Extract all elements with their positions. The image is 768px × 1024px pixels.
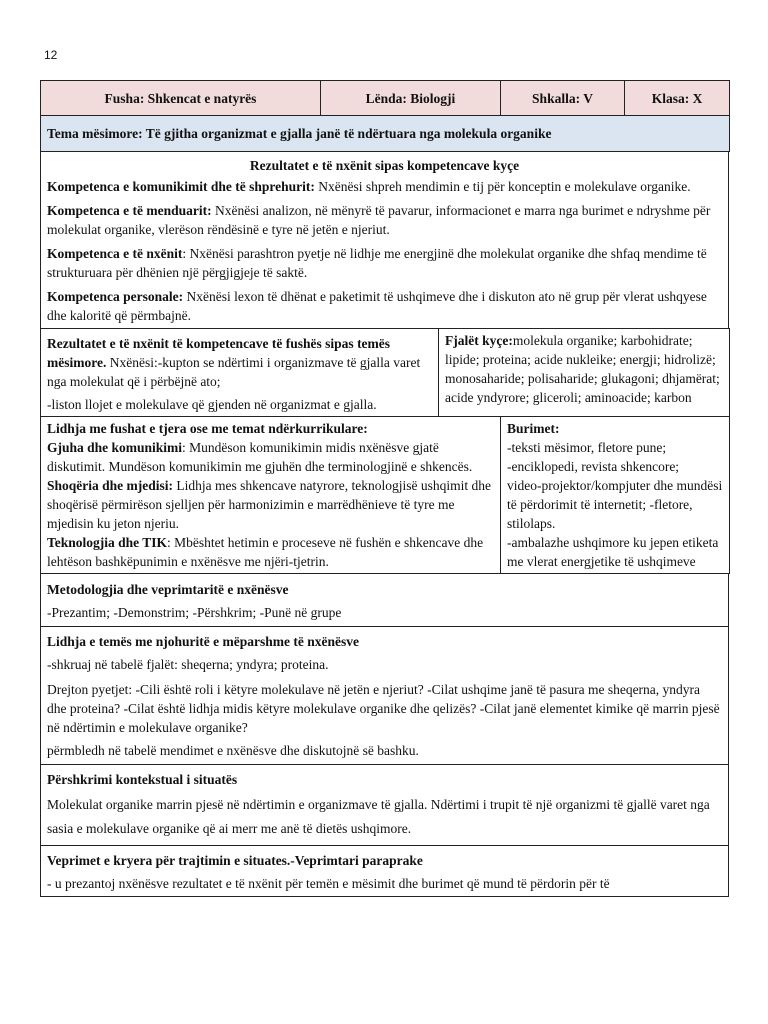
connection-technology: Teknologjia dhe TIK: Mbështet hetimin e proceseve në fushën e shkencave dhe lehtëson bashkëpunimin e nxënësve me njëri-tjetrin. [47, 535, 484, 569]
competence-learning: Kompetenca e të nxënit: Nxënësi parashtron pyetje në lidhje me energjinë dhe molekulat organike dhe shfaq mendime të strukturuara për dhënien një përgjigjeje të saktë. [47, 246, 707, 280]
connection-society: Shoqëria dhe mjedisi: Lidhja mes shkencave natyrore, teknologjisë ushqimit dhe shoqërisë përmirëson sjelljen për harmonizimin e marrëdhënieve të tyre me mjedisin ku jeton njeriu. [47, 478, 491, 531]
competence-thinking: Kompetenca e të menduarit: Nxënësi analizon, në mënyrë të pavarur, informacionet e marra nga burimet e ndryshme për molekulat organike, vlerëson rëndësinë e tyre në jetën e njeriut. [47, 203, 711, 237]
field-outcomes-list: -liston llojet e molekulave që gjenden në organizmat e gjalla. [47, 397, 377, 412]
resource-item: -enciklopedi, revista shkencore; [507, 459, 680, 474]
field-outcomes-cell [41, 329, 439, 417]
prior-knowledge-cell [41, 627, 729, 765]
resources-cell [501, 417, 730, 574]
actions-cell [41, 846, 729, 897]
prior-knowledge-line: -shkruaj në tabelë fjalët: sheqerna; yndyra; proteina. [47, 657, 329, 672]
header-row [41, 81, 730, 116]
connections-resources-table [40, 416, 730, 574]
topic-row [41, 116, 730, 152]
actions-text: - u prezantoj nxënësve rezultatet e të nxënit për temën e mësimit dhe burimet që mund të përdorin për të [47, 876, 610, 891]
key-competences-table [40, 151, 729, 329]
resource-item: -ambalazhe ushqimore ku jepen etiketa me vlerat energjetike të ushqimeve [507, 535, 719, 569]
connection-language: Gjuha dhe komunikimi: Mundëson komunikimin midis nxënësve gjatë diskutimit. Mundëson komunikimin me gjuhën dhe terminologjinë e shkencës. [47, 440, 473, 474]
details-table [40, 573, 729, 897]
context-cell [41, 765, 729, 846]
competence-personal: Kompetenca personale: Nxënësi lexon të dhënat e paketimit të ushqimeve dhe i diskuton ato në grup për vlerat ushqyese dhe kaloritë që përmbajnë. [47, 289, 707, 323]
keywords-cell [439, 329, 730, 417]
outcomes-keywords-table [40, 328, 730, 417]
resource-item: video-projektor/kompjuter dhe mundësi të përdorimit të internetit; -fletore, stilolaps. [507, 478, 723, 531]
methodology-text: -Prezantim; -Demonstrim; -Përshkrim; -Punë në grupe [47, 605, 342, 620]
context-title: Përshkrimi kontekstual i situatës [47, 772, 238, 787]
prior-knowledge-summary: përmbledh në tabelë mendimet e nxënësve dhe diskutojnë së bashku. [47, 743, 419, 758]
actions-title: Veprimet e kryera për trajtimin e situates.-Veprimtari paraprake [47, 853, 423, 868]
header-table [40, 80, 730, 152]
field-cell: Fusha: Shkencat e natyrës [41, 81, 321, 116]
competence-communication: Kompetenca e komunikimit dhe të shprehurit: Nxënësi shpreh mendimin e tij për konceptin e molekulave organike. [47, 179, 691, 194]
prior-knowledge-title: Lidhja e temës me njohuritë e mëparshme të nxënësve [47, 634, 359, 649]
context-text: Molekulat organike marrin pjesë në ndërtimin e organizmave të gjalla. Ndërtimi i trupit të një organizmi të gjallë varet nga sasia e molekulave organike që ai merr me anë të dietës ushqimore. [47, 797, 710, 836]
connections-cell [41, 417, 501, 574]
lesson-plan-table [40, 80, 729, 897]
topic-title: Tema mësimore: Të gjitha organizmat e gjalla janë të ndërtuara nga molekula organike [41, 116, 730, 152]
page-number: 12 [44, 48, 58, 62]
connections-title: Lidhja me fushat e tjera ose me temat ndërkurrikulare: [47, 421, 368, 436]
level-cell: Shkalla: V [501, 81, 625, 116]
resources-title: Burimet: [507, 421, 560, 436]
prior-knowledge-questions: Drejton pyetjet: -Cili është roli i këtyre molekulave në jetën e njeriut? -Cilat ushqime janë të pasura me sheqerna, yndyra dhe proteina? -Cilat është lidhja midis këtyre molekulave organike dhe qelizës? -Cilat janë elementet kimike që marrin pjesë në ndërtimin e molekulave organike? [47, 682, 720, 735]
keywords: Fjalët kyçe:molekula organike; karbohidrate; lipide; proteina; acide nukleike; energji; hidrolizë; monosaharide; polisaharide; glukagoni; dhjamërat; acide yndyrore; gliceroli; aminoacide; karbon [445, 333, 720, 405]
resource-item: -teksti mësimor, fletore pune; [507, 440, 667, 455]
key-competences-cell [41, 152, 729, 329]
field-outcomes: Rezultatet e të nxënit të kompetencave të fushës sipas temës mësimore. Nxënësi:-kupton se ndërtimi i organizmave të gjalla varet nga molekulat që i përbëjnë ato; [47, 336, 421, 389]
methodology-cell [41, 574, 729, 627]
subject-cell: Lënda: Biologji [321, 81, 501, 116]
class-cell: Klasa: X [625, 81, 730, 116]
key-competences-title: Rezultatet e të nxënit sipas kompetencave kyçe [249, 158, 520, 173]
methodology-title: Metodologjia dhe veprimtaritë e nxënësve [47, 582, 289, 597]
